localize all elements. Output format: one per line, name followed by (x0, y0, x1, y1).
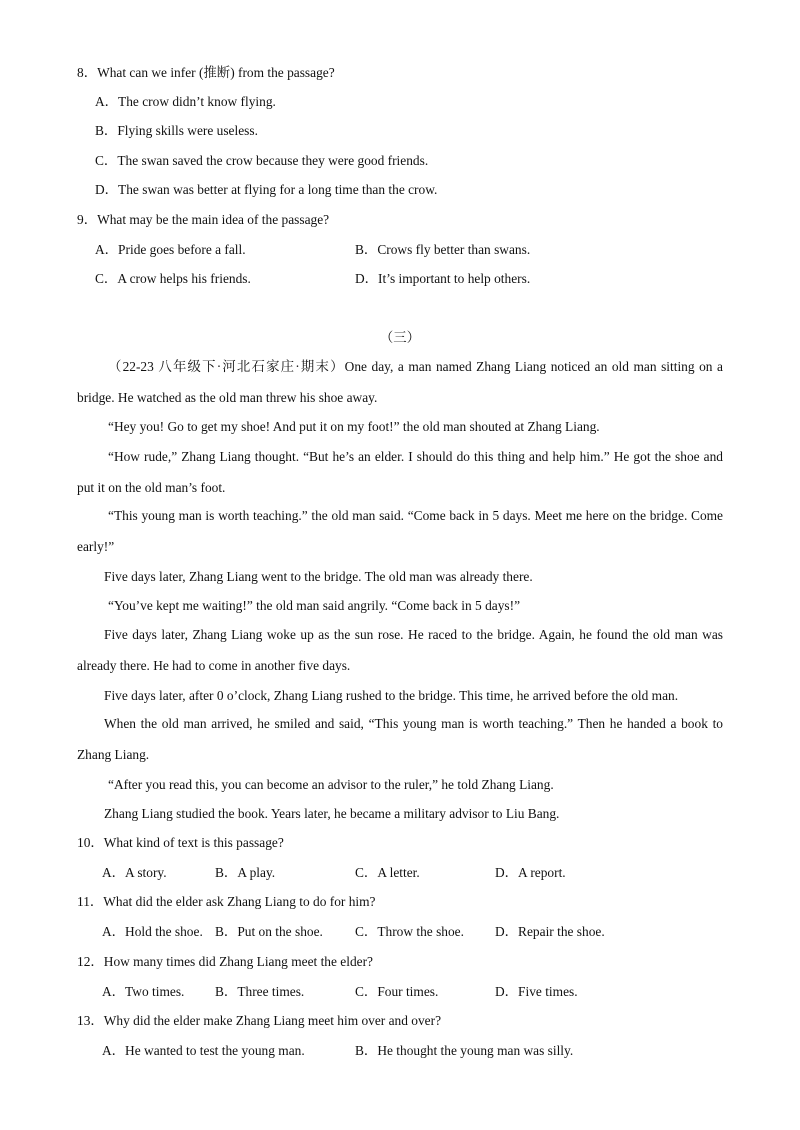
passage-paragraph-11: Zhang Liang studied the book. Years later, he became a military advisor to Liu Bang. (104, 806, 560, 821)
question-12-stem: 12．How many times did Zhang Liang meet the elder? (77, 954, 373, 969)
question-8-option-d: D．The swan was better at flying for a long time than the crow. (95, 182, 438, 197)
passage-paragraph-6: “You’ve kept me waiting!” the old man said angrily. “Come back in 5 days!” (108, 598, 521, 613)
question-9-option-c: C．A crow helps his friends. (95, 271, 251, 286)
question-9-option-d: D．It’s important to help others. (355, 271, 531, 286)
question-11-option-d: D．Repair the shoe. (495, 924, 605, 939)
question-11-option-b: B．Put on the shoe. (215, 924, 323, 939)
question-9-option-b: B．Crows fly better than swans. (355, 242, 531, 257)
question-10-option-c: C．A letter. (355, 865, 420, 880)
passage-paragraph-3: “How rude,” Zhang Liang thought. “But he’s an elder. I should do this thing and help him.” He got the shoe and put it on the old man’s foot. (77, 449, 723, 495)
passage-paragraph-8: Five days later, after 0 o’clock, Zhang Liang rushed to the bridge. This time, he arrived before the old man. (104, 688, 679, 703)
question-11-stem: 11．What did the elder ask Zhang Liang to do for him? (77, 894, 376, 909)
question-10-option-a: A．A story. (102, 865, 167, 880)
question-13-stem: 13．Why did the elder make Zhang Liang meet him over and over? (77, 1013, 442, 1028)
question-11-option-a: A．Hold the shoe. (102, 924, 203, 939)
passage-paragraph-2: “Hey you! Go to get my shoe! And put it on my foot!” the old man shouted at Zhang Liang. (108, 419, 600, 434)
question-10-stem: 10．What kind of text is this passage? (77, 835, 284, 850)
section-title: （三） (379, 330, 421, 345)
passage-paragraph-4: “This young man is worth teaching.” the old man said. “Come back in 5 days. Meet me here on the bridge. Come early!” (77, 508, 723, 554)
question-8-option-a: A．The crow didn’t know flying. (95, 94, 276, 109)
question-10-option-d: D．A report. (495, 865, 566, 880)
question-8-option-b: B．Flying skills were useless. (95, 123, 258, 138)
question-12-option-a: A．Two times. (102, 984, 185, 999)
question-10-option-b: B．A play. (215, 865, 276, 880)
question-12-option-d: D．Five times. (495, 984, 578, 999)
passage-paragraph-1: （22-23 八年级下·河北石家庄·期末）One day, a man named Zhang Liang noticed an old man sitting on a bridge. He watched as the old man threw his shoe away. (77, 359, 723, 405)
question-13-option-a: A．He wanted to test the young man. (102, 1043, 305, 1058)
question-12-option-c: C．Four times. (355, 984, 439, 999)
question-9-option-a: A．Pride goes before a fall. (95, 242, 246, 257)
passage-paragraph-10: “After you read this, you can become an advisor to the ruler,” he told Zhang Liang. (108, 777, 554, 792)
question-8-option-c: C．The swan saved the crow because they were good friends. (95, 153, 429, 168)
question-9-stem: 9．What may be the main idea of the passage? (77, 212, 330, 227)
passage-paragraph-5: Five days later, Zhang Liang went to the bridge. The old man was already there. (104, 569, 533, 584)
passage-paragraph-7: Five days later, Zhang Liang woke up as the sun rose. He raced to the bridge. Again, he found the old man was already there. He had to come in another five days. (77, 627, 723, 673)
question-13-option-b: B．He thought the young man was silly. (355, 1043, 574, 1058)
question-12-option-b: B．Three times. (215, 984, 305, 999)
question-8-stem: 8．What can we infer (推断) from the passage? (77, 65, 335, 80)
question-11-option-c: C．Throw the shoe. (355, 924, 464, 939)
passage-paragraph-9: When the old man arrived, he smiled and said, “This young man is worth teaching.” Then he handed a book to Zhang Liang. (77, 716, 723, 762)
